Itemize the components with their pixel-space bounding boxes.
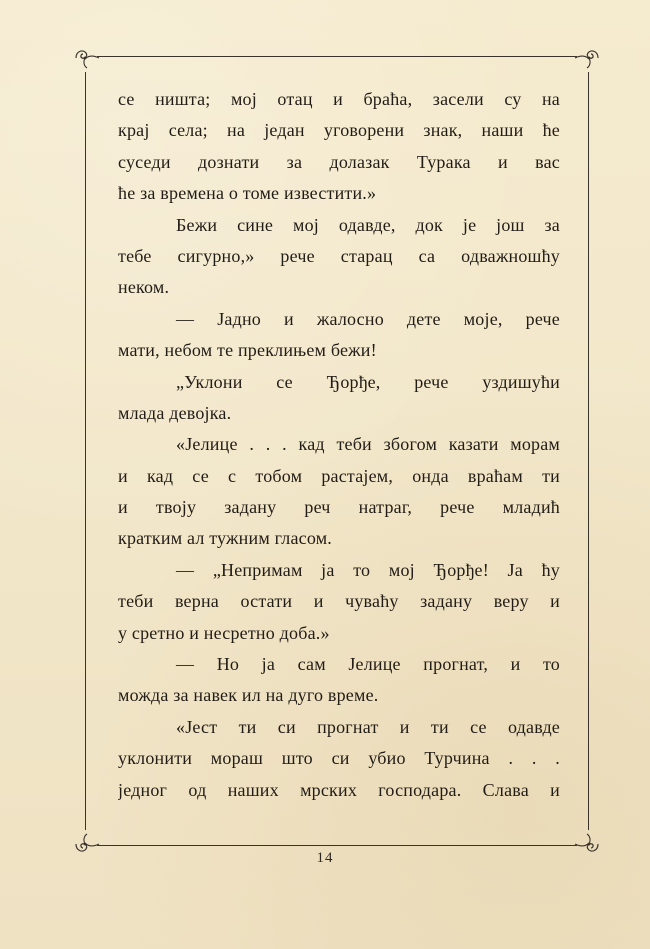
text-line: — Јадно и жалосно дете моје, рече xyxy=(176,308,560,329)
text-line: и твоју задану реч натраг, рече младић xyxy=(118,497,560,518)
text-line: мати, небом те преклињем бежи! xyxy=(118,340,377,361)
frame-left-rule xyxy=(85,72,86,830)
text-line: неком. xyxy=(118,277,170,298)
frame-top-rule xyxy=(97,56,577,57)
text-line: суседи дознати за долазак Турака и вас xyxy=(118,151,560,172)
corner-ornament-icon xyxy=(573,46,601,70)
text-line: уклонити мораш што си убио Турчина . . . xyxy=(118,748,560,769)
text-line: у сретно и несретно доба.» xyxy=(118,622,330,643)
text-line: теби верна остати и чуваћу задану веру и xyxy=(118,591,560,612)
frame-right-rule xyxy=(588,72,589,830)
text-line: Бежи сине мој одавде, док је још за xyxy=(176,214,560,235)
page-number: 14 xyxy=(316,850,334,866)
text-line: можда за навек ил на дуго време. xyxy=(118,685,379,706)
text-line: — „Непримам ја то мој Ђорђе! Ја ћу xyxy=(176,559,560,580)
text-line: и кад се с тобом растајем, онда враћам ти xyxy=(118,465,560,486)
text-line: се ништа; мој отац и браћа, засели су на xyxy=(118,89,560,109)
text-line: „Уклони се Ђорђе, рече уздишући xyxy=(176,371,560,392)
text-line: ће за времена о томе известити.» xyxy=(118,183,377,204)
text-line: крај села; на један уговорени знак, наши ће xyxy=(118,120,560,141)
page-text-block xyxy=(118,84,560,806)
text-line: једног од наших мрских господара. Слава и xyxy=(118,779,560,800)
text-line: млада девојка. xyxy=(118,402,232,423)
corner-ornament-icon xyxy=(73,46,101,70)
text-line: кратким ал тужним гласом. xyxy=(118,528,332,549)
text-line: «Јест ти си прогнат и ти се одавде xyxy=(176,716,560,737)
text-line: тебе сигурно,» рече старац са одважношћу xyxy=(118,245,560,266)
text-line: «Јелице . . . кад теби збогом казати морам xyxy=(176,434,560,455)
text-line: — Но ја сам Јелице прогнат, и то xyxy=(176,654,560,675)
frame-bottom-rule xyxy=(97,845,577,846)
